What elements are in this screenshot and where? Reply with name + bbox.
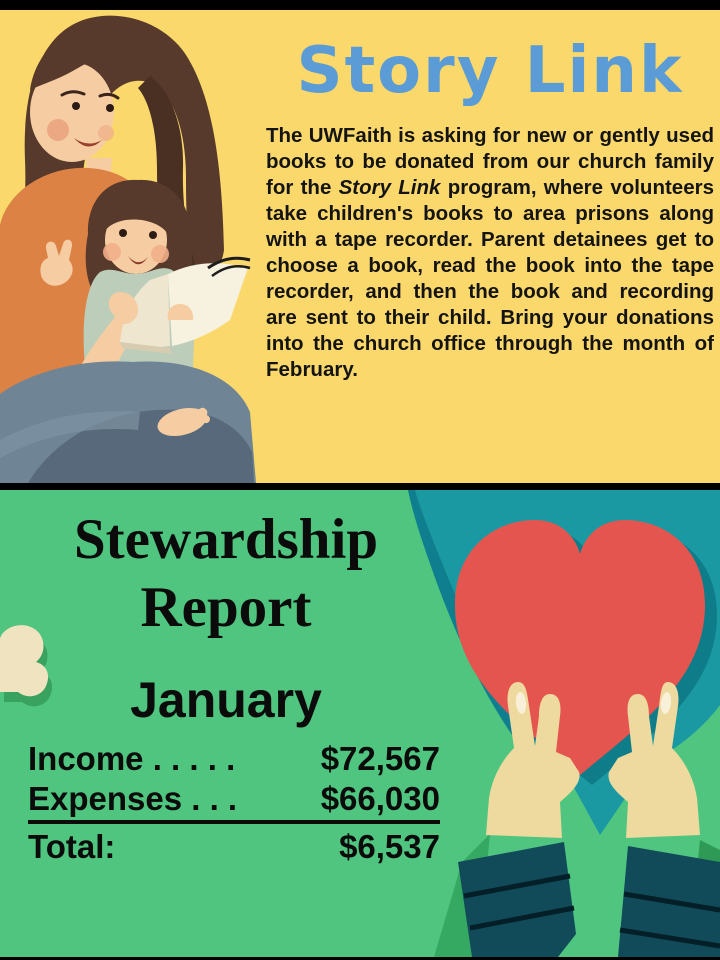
- total-row: [28, 827, 440, 867]
- story-link-italic: Story Link: [338, 176, 441, 200]
- dot-leaders: . . .: [182, 779, 238, 817]
- story-content: [262, 10, 718, 483]
- financial-report-table: [28, 739, 440, 867]
- stewardship-title: [0, 506, 452, 643]
- expenses-value: $66,030: [320, 779, 440, 817]
- income-value: $72,567: [320, 739, 440, 777]
- section-divider: [0, 483, 720, 490]
- stewardship-title-line2: Report: [140, 576, 312, 640]
- story-link-section: [0, 10, 720, 483]
- income-row: [28, 739, 440, 779]
- story-body: The UWFaith is asking for new or gently used books to be donated from our church family for the Story Link program, where volunteers take children's books to area prisons along with a tape recorder. Parent detainees get to choose a book, read the book into the tape recorder, and then the book and recording are sent to their child. Bring your donations into the church office through the month of February.: [266, 124, 714, 382]
- dot-leaders: . . . . .: [143, 739, 236, 777]
- stewardship-content: [0, 490, 452, 867]
- stewardship-title-line1: Stewardship: [73, 508, 379, 571]
- left-sleeve: [458, 842, 576, 957]
- total-label: Total:: [28, 827, 116, 865]
- expenses-row: [28, 779, 440, 824]
- story-title: Story Link: [296, 34, 684, 108]
- month-heading: January: [130, 671, 322, 728]
- top-border: [0, 0, 720, 10]
- total-value: $6,537: [339, 827, 440, 865]
- stewardship-section: [0, 490, 720, 957]
- mother-child-reading-illustration: [0, 10, 258, 483]
- expenses-label: Expenses . . .: [28, 779, 238, 817]
- income-label: Income . . . . .: [28, 739, 236, 777]
